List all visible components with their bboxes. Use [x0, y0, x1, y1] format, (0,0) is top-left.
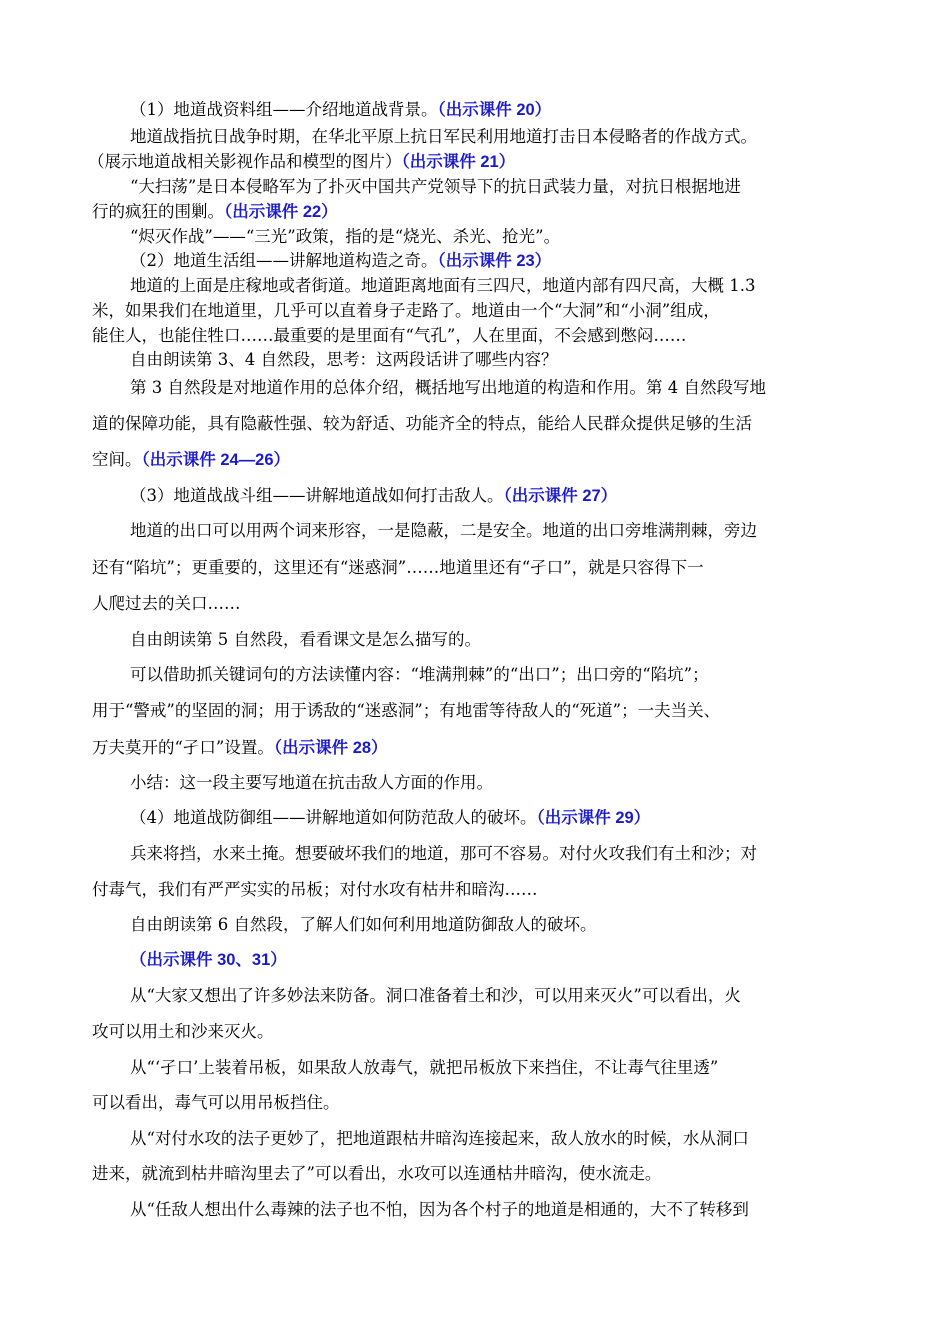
courseware-ref: （出示课件 24—26） — [141, 451, 291, 469]
section-3-heading: （3）地道战战斗组——讲解地道战如何打击敌人。（出示课件 27） — [130, 486, 618, 505]
paragraph: （展示地道战相关影视作品和模型的图片）（出示课件 21） — [88, 152, 516, 171]
paragraph: 第 3 自然段是对地道作用的总体介绍，概括地写出地道的构造和作用。第 4 自然段写地 — [130, 378, 766, 397]
paragraph: 万夫莫开的“孑口”设置。（出示课件 28） — [92, 738, 388, 757]
paragraph: 还有“陷坑”；更重要的，这里还有“迷惑洞”……地道里还有“孑口”，就是只容得下一 — [92, 558, 704, 577]
courseware-ref: （出示课件 30、31） — [130, 951, 287, 969]
paragraph: 人爬过去的关口…… — [92, 594, 241, 613]
paragraph: 从“对付水攻的法子更妙了，把地道跟枯井暗沟连接起来，敌人放水的时候，水从洞口 — [130, 1129, 749, 1148]
courseware-ref: （出示课件 22） — [224, 203, 338, 221]
paragraph: 地道的上面是庄稼地或者街道。地道距离地面有三四尺，地道内部有四尺高，大概 1.3 — [130, 276, 756, 295]
section-2-heading: （2）地道生活组——讲解地道构造之奇。（出示课件 23） — [130, 251, 552, 270]
paragraph: 自由朗读第 3、4 自然段，思考：这两段话讲了哪些内容？ — [130, 350, 558, 369]
paragraph: 从“任敌人想出什么毒辣的法子也不怕，因为各个村子的地道是相通的，大不了转移到 — [130, 1200, 749, 1219]
paragraph: 从“‘孑口’上装着吊板，如果敌人放毒气，就把吊板放下来挡住，不让毒气往里透” — [130, 1058, 719, 1077]
courseware-ref: （出示课件 29） — [536, 809, 651, 827]
paragraph: 攻可以用土和沙来灭火。 — [92, 1022, 274, 1041]
paragraph: “烬灭作战”——“三光”政策，指的是“烧光、杀光、抢光”。 — [130, 227, 561, 246]
paragraph: 用于“警戒”的坚固的洞；用于诱敌的“迷惑洞”；有地雷等待敌人的“死道”；一夫当关、 — [92, 701, 721, 720]
paragraph: 可以看出，毒气可以用吊板挡住。 — [92, 1093, 340, 1112]
courseware-ref: （出示课件 20） — [437, 101, 552, 119]
paragraph: 能住人，也能住牲口……最重要的是里面有“气孔”，人在里面，不会感到憋闷…… — [92, 326, 687, 345]
courseware-ref: （出示课件 23） — [437, 252, 552, 270]
paragraph: 进来，就流到枯井暗沟里去了”可以看出，水攻可以连通枯井暗沟，使水流走。 — [92, 1164, 662, 1183]
paragraph: 小结：这一段主要写地道在抗击敌人方面的作用。 — [130, 773, 493, 792]
paragraph: 行的疯狂的围剿。（出示课件 22） — [92, 202, 338, 221]
paragraph: 可以借助抓关键词句的方法读懂内容：“堆满荆棘”的“出口”；出口旁的“陷坑”； — [130, 665, 709, 684]
paragraph: 兵来将挡，水来土掩。想要破坏我们的地道，那可不容易。对付火攻我们有土和沙；对 — [130, 844, 757, 863]
courseware-ref: （出示课件 21） — [401, 153, 516, 171]
paragraph: 从“大家又想出了许多妙法来防备。洞口准备着土和沙，可以用来灭火”可以看出，火 — [130, 986, 741, 1005]
courseware-ref: （出示课件 27） — [503, 487, 618, 505]
paragraph: “大扫荡”是日本侵略军为了扑灭中国共产党领导下的抗日武装力量，对抗日根据地进 — [130, 177, 741, 196]
paragraph: 自由朗读第 5 自然段，看看课文是怎么描写的。 — [130, 630, 481, 649]
paragraph: 地道的出口可以用两个词来形容，一是隐蔽，二是安全。地道的出口旁堆满荆棘，旁边 — [130, 521, 757, 540]
section-1-heading: （1）地道战资料组——介绍地道战背景。（出示课件 20） — [130, 100, 552, 119]
paragraph: 付毒气，我们有严严实实的吊板；对付水攻有枯井和暗沟…… — [92, 880, 538, 899]
paragraph: 道的保障功能，具有隐蔽性强、较为舒适、功能齐全的特点，能给人民群众提供足够的生活 — [92, 414, 752, 433]
courseware-ref: （出示课件 28） — [273, 739, 388, 757]
section-4-heading: （4）地道战防御组——讲解地道如何防范敌人的破坏。（出示课件 29） — [130, 808, 651, 827]
paragraph: 自由朗读第 6 自然段，了解人们如何利用地道防御敌人的破坏。 — [130, 915, 597, 934]
paragraph: 地道战指抗日战争时期，在华北平原上抗日军民利用地道打击日本侵略者的作战方式。 — [130, 127, 757, 146]
paragraph: 米，如果我们在地道里，几乎可以直着身子走路了。地道由一个“大洞”和“小洞”组成， — [92, 301, 720, 320]
paragraph: 空间。（出示课件 24—26） — [92, 450, 291, 469]
